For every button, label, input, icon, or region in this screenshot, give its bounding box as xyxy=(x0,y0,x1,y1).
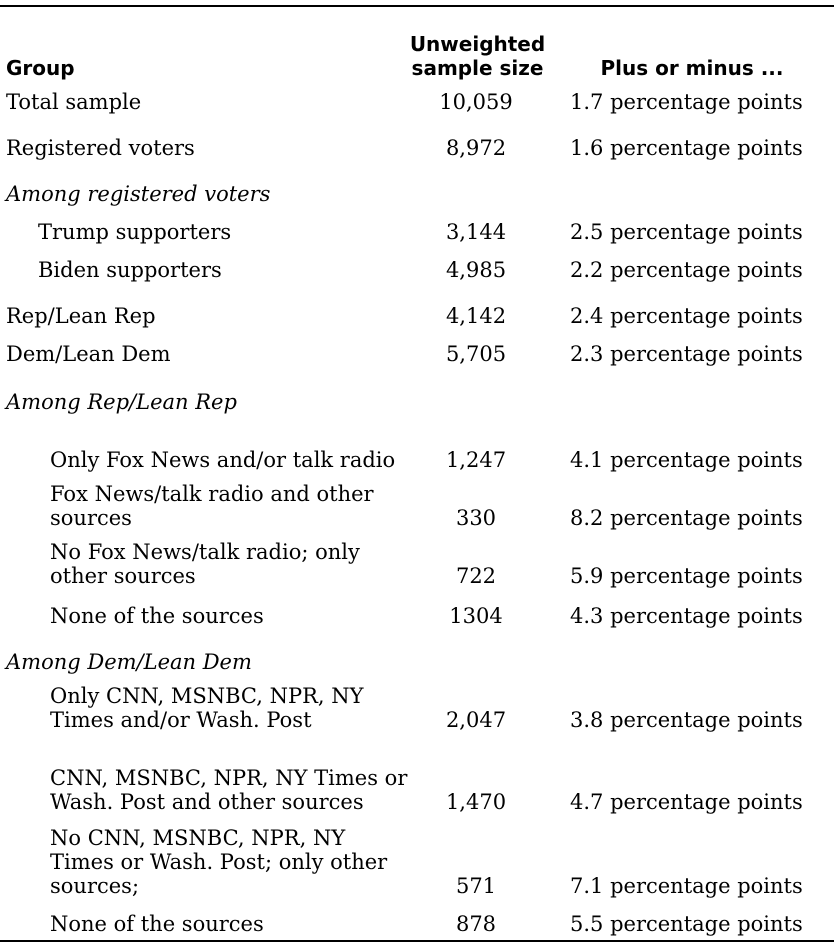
table-row xyxy=(0,482,834,530)
row-label: Rep/Lean Rep xyxy=(6,304,156,328)
row-margin-of-error: 4.7 percentage points xyxy=(570,790,803,814)
table-row xyxy=(0,826,834,898)
table-row xyxy=(0,742,834,814)
section-label: Among Rep/Lean Rep xyxy=(6,390,237,414)
row-margin-of-error: 2.2 percentage points xyxy=(570,258,803,282)
row-label: Only Fox News and/or talk radio xyxy=(50,448,396,472)
row-sample-size: 2,047 xyxy=(445,708,507,732)
column-header-sample-size: Unweighted sample size xyxy=(409,32,546,80)
row-label: Total sample xyxy=(6,90,142,114)
section-heading xyxy=(0,390,834,414)
row-sample-size: 1,247 xyxy=(445,448,507,472)
row-margin-of-error: 4.1 percentage points xyxy=(570,448,803,472)
row-label: None of the sources xyxy=(50,912,264,936)
table-row xyxy=(0,604,834,628)
row-margin-of-error: 5.9 percentage points xyxy=(570,564,803,588)
row-sample-size: 722 xyxy=(455,564,497,588)
row-margin-of-error: 5.5 percentage points xyxy=(570,912,803,936)
row-margin-of-error: 7.1 percentage points xyxy=(570,874,803,898)
row-sample-size: 330 xyxy=(455,506,497,530)
column-header-margin-of-error: Plus or minus ... xyxy=(600,56,784,80)
row-sample-size: 10,059 xyxy=(439,90,513,114)
table-row xyxy=(0,304,834,328)
table-row xyxy=(0,540,834,588)
row-label: No CNN, MSNBC, NPR, NY Times or Wash. Post; only other sources; xyxy=(50,826,388,898)
table-row xyxy=(0,342,834,366)
row-sample-size: 878 xyxy=(455,912,497,936)
bottom-rule xyxy=(0,940,834,942)
row-label: Dem/Lean Dem xyxy=(6,342,171,366)
row-label: Registered voters xyxy=(6,136,195,160)
section-label: Among registered voters xyxy=(6,182,271,206)
row-label: CNN, MSNBC, NPR, NY Times or Wash. Post and other sources xyxy=(50,766,408,814)
row-margin-of-error: 4.3 percentage points xyxy=(570,604,803,628)
row-label: None of the sources xyxy=(50,604,264,628)
top-rule xyxy=(0,5,834,7)
column-header-group: Group xyxy=(6,56,75,80)
row-label: Only CNN, MSNBC, NPR, NY Times and/or Wash. Post xyxy=(50,684,364,732)
section-heading xyxy=(0,182,834,206)
table-row xyxy=(0,684,834,732)
table-row xyxy=(0,136,834,160)
row-label: Trump supporters xyxy=(38,220,232,244)
row-label: Fox News/talk radio and other sources xyxy=(50,482,374,530)
row-sample-size: 4,142 xyxy=(445,304,507,328)
row-sample-size: 3,144 xyxy=(445,220,507,244)
table-row xyxy=(0,912,834,936)
section-heading xyxy=(0,650,834,674)
row-margin-of-error: 2.4 percentage points xyxy=(570,304,803,328)
row-sample-size: 4,985 xyxy=(445,258,507,282)
section-label: Among Dem/Lean Dem xyxy=(6,650,252,674)
row-margin-of-error: 1.7 percentage points xyxy=(570,90,803,114)
table-row xyxy=(0,424,834,472)
row-margin-of-error: 1.6 percentage points xyxy=(570,136,803,160)
table-row xyxy=(0,258,834,282)
row-label: Biden supporters xyxy=(38,258,222,282)
table-row xyxy=(0,90,834,114)
table-row xyxy=(0,220,834,244)
row-sample-size: 8,972 xyxy=(445,136,507,160)
row-sample-size: 1304 xyxy=(449,604,503,628)
row-sample-size: 1,470 xyxy=(445,790,507,814)
row-margin-of-error: 8.2 percentage points xyxy=(570,506,803,530)
row-label: No Fox News/talk radio; only other sources xyxy=(50,540,360,588)
row-margin-of-error: 2.3 percentage points xyxy=(570,342,803,366)
row-margin-of-error: 3.8 percentage points xyxy=(570,708,803,732)
row-sample-size: 571 xyxy=(455,874,497,898)
row-sample-size: 5,705 xyxy=(445,342,507,366)
row-margin-of-error: 2.5 percentage points xyxy=(570,220,803,244)
